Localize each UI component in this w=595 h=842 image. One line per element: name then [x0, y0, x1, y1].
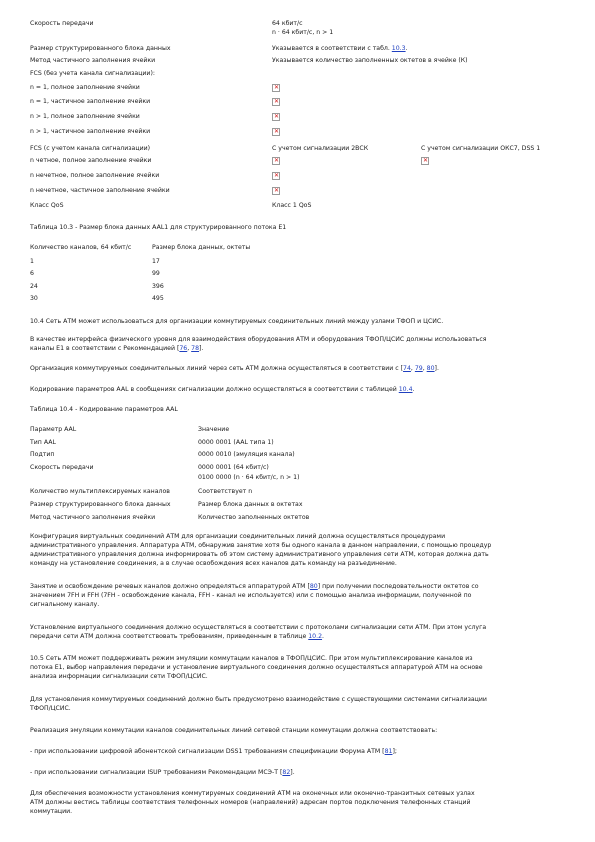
table-cell: 6: [30, 270, 34, 277]
table-cell: Скорость передачи: [30, 464, 94, 471]
row-label: n четное, полное заполнение ячейки: [30, 157, 152, 164]
reference-link[interactable]: 82: [282, 769, 291, 776]
paragraph-line: коммутации.: [30, 808, 73, 815]
broken-image-icon: [272, 172, 280, 180]
table-cell: Количество мультиплексируемых каналов: [30, 488, 170, 495]
table-cell: 495: [152, 295, 164, 302]
row-value: С учетом сигнализации ОКС7, DSS 1: [421, 145, 541, 152]
reference-link[interactable]: 80: [426, 365, 435, 372]
table-header: Параметр AAL: [30, 426, 77, 433]
row-value: Класс 1 QoS: [272, 202, 312, 209]
paragraph: Кодирование параметров AAL в сообщениях сигнализации должно осуществляться в соответствии с таблицей 10.4.: [30, 386, 415, 393]
row-value: Указывается в соответствии с табл. 10.3.: [272, 45, 408, 52]
reference-link[interactable]: 78: [191, 345, 200, 352]
paragraph-line: сигнальному каналу.: [30, 601, 100, 608]
row-label: n нечетное, полное заполнение ячейки: [30, 172, 160, 179]
table-cell: 24: [30, 283, 38, 290]
paragraph-line: команду на установление соединения, а в случае освобождения всех каналов дать команду на разъединение.: [30, 560, 397, 567]
reference-link[interactable]: 80: [309, 583, 318, 590]
broken-image-icon: [272, 128, 280, 136]
row-value: 64 кбит/с: [272, 20, 303, 27]
table-link[interactable]: 10.4: [398, 386, 413, 393]
table-header: Количество каналов, 64 кбит/с: [30, 244, 132, 251]
paragraph: Организация коммутируемых соединительных линий через сеть АТМ должна осуществляться в соответствии с [74, 79, 80].: [30, 365, 439, 372]
table-cell: 99: [152, 270, 160, 277]
paragraph: - при использовании цифровой абонентской сигнализации DSS1 требованиям спецификации Форума АТМ [81];: [30, 748, 397, 755]
paragraph: В качестве интерфейса физического уровня для взаимодействия оборудования АТМ и оборудования ТФОП/ЦСИС должны использоваться: [30, 336, 487, 343]
table-cell: Метод частичного заполнения ячейки: [30, 514, 156, 521]
broken-image-icon: [421, 157, 429, 165]
broken-image-icon: [272, 187, 280, 195]
table-cell: 0100 0000 (n · 64 кбит/с, n > 1): [198, 474, 300, 481]
paragraph-line: каналы E1 в соответствии с Рекомендацией [76, 78].: [30, 345, 204, 352]
paragraph: Реализация эмуляции коммутации каналов соединительных линий сетевой станции коммутации должна соответствовать:: [30, 727, 438, 734]
row-value: n · 64 кбит/с, n > 1: [272, 29, 334, 36]
broken-image-icon: [272, 157, 280, 165]
paragraph: 10.4 Сеть АТМ может использоваться для организации коммутируемых соединительных линий между узлами ТФОП и ЦСИС.: [30, 318, 444, 325]
paragraph-line: административного управления. Аппаратура АТМ, обнаружив занятие хотя бы одного канала в данном направлении, с помощью процедур: [30, 542, 492, 549]
row-label: n = 1, частичное заполнение ячейки: [30, 98, 151, 105]
row-label: n > 1, полное заполнение ячейки: [30, 113, 140, 120]
table-cell: Размер блока данных в октетах: [198, 501, 303, 508]
reference-link[interactable]: 76: [179, 345, 188, 352]
table-cell: 0000 0010 (эмуляция канала): [198, 451, 295, 458]
broken-image-icon: [272, 98, 280, 106]
reference-link[interactable]: 74: [403, 365, 411, 372]
broken-image-icon: [272, 84, 280, 92]
paragraph-line: анализа информации сигнализации сети ТФОП/ЦСИС.: [30, 673, 208, 680]
table-header: Значение: [198, 426, 230, 433]
row-label: Скорость передачи: [30, 20, 94, 27]
table-cell: Соответствует n: [198, 488, 253, 495]
paragraph-line: Установление виртуального соединения должно осуществляться в соответствии с протоколами сигнализации сети АТМ. При этом услуга: [30, 624, 487, 631]
paragraph-line: значением 7FH и FFH (7FH - освобождение канала, FFH - канал не используется) или с помощью анализа информации, полученной по: [30, 592, 472, 599]
table-caption: Таблица 10.3 - Размер блока данных AAL1 для структурированного потока E1: [30, 224, 287, 231]
paragraph-line: потока E1, выбор направления передачи и установление виртуального соединения должно осуществляться аппаратурой АТМ на основе: [30, 664, 483, 671]
paragraph-line: Для установления коммутируемых соединений должно быть предусмотрено взаимодействие с существующими системами сигнализации: [30, 696, 487, 703]
table-link[interactable]: 10.3: [391, 45, 406, 52]
row-label: FCS (без учета канала сигнализации):: [30, 70, 155, 77]
row-value: С учетом сигнализации 2ВСК: [272, 145, 369, 152]
table-cell: Подтип: [30, 451, 55, 458]
row-label: Размер структурированного блока данных: [30, 45, 171, 52]
reference-link[interactable]: 81: [384, 748, 393, 755]
table-cell: 30: [30, 295, 38, 302]
row-label: Класс QoS: [30, 202, 64, 209]
table-caption: Таблица 10.4 - Кодирование параметров AAL: [30, 406, 178, 413]
paragraph-line: Занятие и освобождение речевых каналов должно определяться аппаратурой АТМ [80] при получении последовательности октетов со: [30, 583, 479, 590]
table-header: Размер блока данных, октеты: [152, 244, 251, 251]
broken-image-icon: [272, 113, 280, 121]
row-label: Метод частичного заполнения ячейки: [30, 57, 156, 64]
row-label: n нечетное, частичное заполнение ячейки: [30, 187, 170, 194]
table-cell: 0000 0001 (64 кбит/с): [198, 464, 269, 471]
paragraph-line: 10.5 Сеть АТМ может поддерживать режим эмуляции коммутации каналов в ТФОП/ЦСИС. При этом мультиплексирование каналов из: [30, 655, 473, 662]
table-cell: Количество заполненных октетов: [198, 514, 310, 521]
paragraph-line: ТФОП/ЦСИС.: [30, 705, 71, 712]
reference-link[interactable]: 79: [414, 365, 423, 372]
table-cell: Тип AAL: [30, 439, 56, 446]
row-label: n > 1, частичное заполнение ячейки: [30, 128, 151, 135]
table-cell: Размер структурированного блока данных: [30, 501, 171, 508]
table-link[interactable]: 10.2: [308, 633, 323, 640]
table-cell: 1: [30, 258, 34, 265]
table-cell: 0000 0001 (AAL типа 1): [198, 439, 274, 446]
row-value: Указывается количество заполненных октетов в ячейке (К): [272, 57, 468, 64]
paragraph-line: АТМ должны вестись таблицы соответствия телефонных номеров (направлений) адресам портов подключения телефонных станций: [30, 799, 471, 806]
paragraph-line: Конфигурация виртуальных соединений АТМ для организации соединительных линий должна осуществляться процедурами: [30, 533, 446, 540]
row-label: FCS (с учетом канала сигнализации): [30, 145, 151, 152]
table-cell: 396: [152, 283, 164, 290]
table-cell: 17: [152, 258, 160, 265]
paragraph-line: Для обеспечения возможности установления коммутируемых соединений АТМ на оконечных или оконечно-транзитных сетевых узлах: [30, 790, 475, 797]
row-label: n = 1, полное заполнение ячейки: [30, 84, 140, 91]
paragraph-line: передачи сети АТМ должна соответствовать требованиям, приведенным в таблице 10.2.: [30, 633, 324, 640]
paragraph: - при использовании сигнализации ISUP требованиям Рекомендации МСЭ-Т [82].: [30, 769, 295, 776]
paragraph-line: административного управления должна информировать об этом систему административного управления сети АТМ, которая должна дать: [30, 551, 489, 558]
